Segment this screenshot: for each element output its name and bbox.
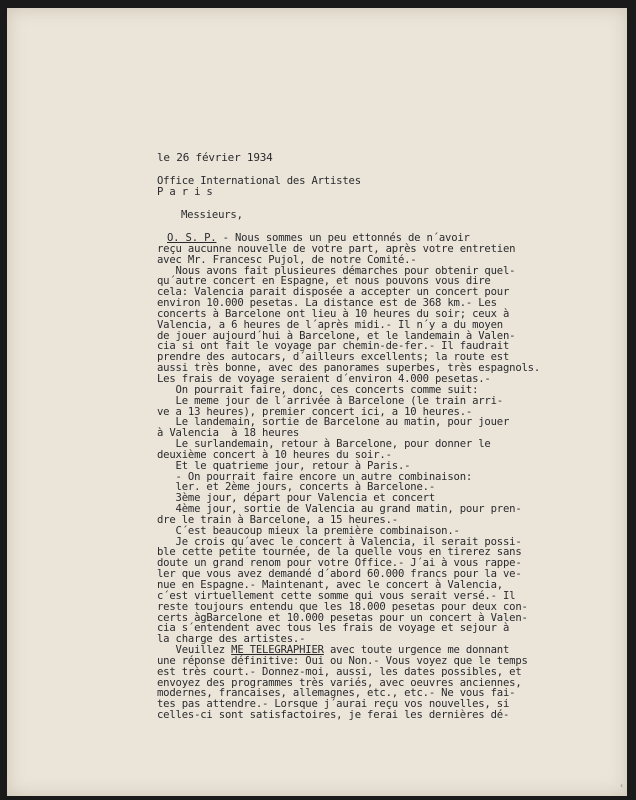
- body-line: de jouer aujourd´hui à Barcelone, et le landemain à Valen-: [157, 329, 516, 342]
- body-line: reçu aucunne nouvelle de votre part, après votre entretien: [157, 242, 516, 255]
- body-line: Le surlandemain, retour à Barcelone, pour donner le: [157, 438, 491, 451]
- body-line: modernes, francaises, allemagnes, etc., etc.- Ne vous fai-: [157, 687, 516, 700]
- body-line: cela: Valencia parait disposée a accepter un concert pour: [157, 286, 510, 299]
- salutation: Messieurs,: [181, 209, 243, 221]
- tele-suffix: avec toute urgence me donnant: [323, 644, 510, 657]
- body-line: C´est beaucoup mieux la première combinaison.-: [157, 524, 460, 537]
- body-line: reste toujours entendu que les 18.000 pesetas pour deux con-: [157, 600, 528, 613]
- body-line: 4ème jour, sortie de Valencia au grand matin, pour pren-: [157, 503, 522, 516]
- body-line: avec Mr. Francesc Pujol, de notre Comité.-: [157, 253, 417, 266]
- body-line: concerts à Barcelone ont lieu à 10 heures du soir; ceux à: [157, 307, 510, 320]
- body-line: dre le train à Barcelone, a 15 heures.-: [157, 513, 398, 526]
- letter-body: [157, 233, 627, 721]
- body-line: Nous avons fait plusieures démarches pour obtenir quel-: [157, 264, 516, 277]
- body-line: la charge des artistes.-: [157, 633, 306, 646]
- body-line: nue en Espagne.- Maintenant, avec le concert à Valencia,: [157, 579, 503, 591]
- body-line: c´est virtuellement cette somme qui vous serait versé.- Il: [157, 589, 516, 602]
- body-line: tes pas attendre.- Lorsque j´aurai reçu vos nouvelles, si: [157, 698, 510, 711]
- recipient-line-1: Office International des Artistes: [157, 175, 361, 187]
- body-line: à Valencia à 18 heures: [157, 427, 300, 440]
- body-line: cia si ont fait le voyage par chemin-de-fer.- Il faudrait: [157, 340, 510, 353]
- body-line: Je crois qu´avec le concert à Valencia, il serait possi-: [157, 535, 522, 548]
- body-line: prendre des autocars, d´ailleurs excellents; la route est: [157, 351, 510, 364]
- body-line: qu´autre concert en Espagne, et nous pouvons vous dire: [157, 275, 491, 288]
- body-line: 3ème jour, départ pour Valencia et concert: [157, 492, 436, 505]
- tele-underlined: ME TELEGRAPHIER: [231, 644, 324, 657]
- body-line: deuxième concert à 10 heures du soir.-: [157, 448, 392, 461]
- body-line: On pourrait faire, donc, ces concerts comme suit:: [157, 383, 479, 396]
- letter-date: le 26 février 1934: [157, 151, 273, 164]
- body-line: ble cette petite tournée, de la quelle vous en tirerez sans: [157, 546, 522, 559]
- lead-underlined: O. S. P.: [167, 232, 217, 244]
- body-line: Les frais de voyage seraient d´environ 4.000 pesetas.-: [157, 372, 491, 385]
- body-line: Valencia, a 6 heures de l´après midi.- Il n´y a du moyen: [157, 318, 503, 331]
- body-line: - On pourrait faire encore un autre combinaison:: [157, 470, 473, 483]
- tele-prefix: Veuillez: [157, 644, 232, 657]
- body-line: envoyez des programmes très variés, avec oeuvres anciennes,: [157, 676, 522, 689]
- body-line: ve a 13 heures), premier concert ici, a 10 heures.-: [157, 405, 473, 418]
- body-line: cia s´entendent avec tous les frais de voyage et sejour à: [157, 622, 510, 635]
- body-line: Le landemain, sortie de Barcelone au matin, pour jouer: [157, 416, 510, 429]
- recipient-line-2: P a r i s: [157, 186, 213, 198]
- body-line: certs àgBarcelone et 10.000 pesetas pour un concert à Valen-: [157, 611, 528, 624]
- body-line: - Nous sommes un peu ettonnés de n´avoir: [216, 232, 470, 244]
- body-line: celles-ci sont satisfactoires, je ferai les dernières dé-: [157, 709, 510, 722]
- body-line: une réponse définitive: Oui ou Non.- Vous voyez que le temps: [157, 654, 528, 667]
- body-line: ler. et 2ème jours, concerts à Barcelone.-: [157, 481, 436, 494]
- letter-page: [7, 8, 627, 796]
- body-line: aussi très bonne, avec des panorames superbes, très espagnols.: [157, 362, 541, 375]
- body-line: est très court.- Donnez-moi, aussi, les dates possibles, et: [157, 665, 522, 678]
- body-line: Et le quatrieme jour, retour à Paris.-: [157, 459, 411, 472]
- body-line: doute un grand renom pour votre Office.- J´ai à vous rappe-: [157, 557, 522, 570]
- body-line: environ 10.000 pesetas. La distance est de 368 km.- Les: [157, 297, 497, 310]
- body-line: ler que vous avez demandé d´abord 60.000 francs pour la ve-: [157, 568, 522, 581]
- pencil-annotation: ‹: [619, 780, 624, 791]
- body-line: Le meme jour de l´arrivée à Barcelone (le train arri-: [157, 394, 503, 407]
